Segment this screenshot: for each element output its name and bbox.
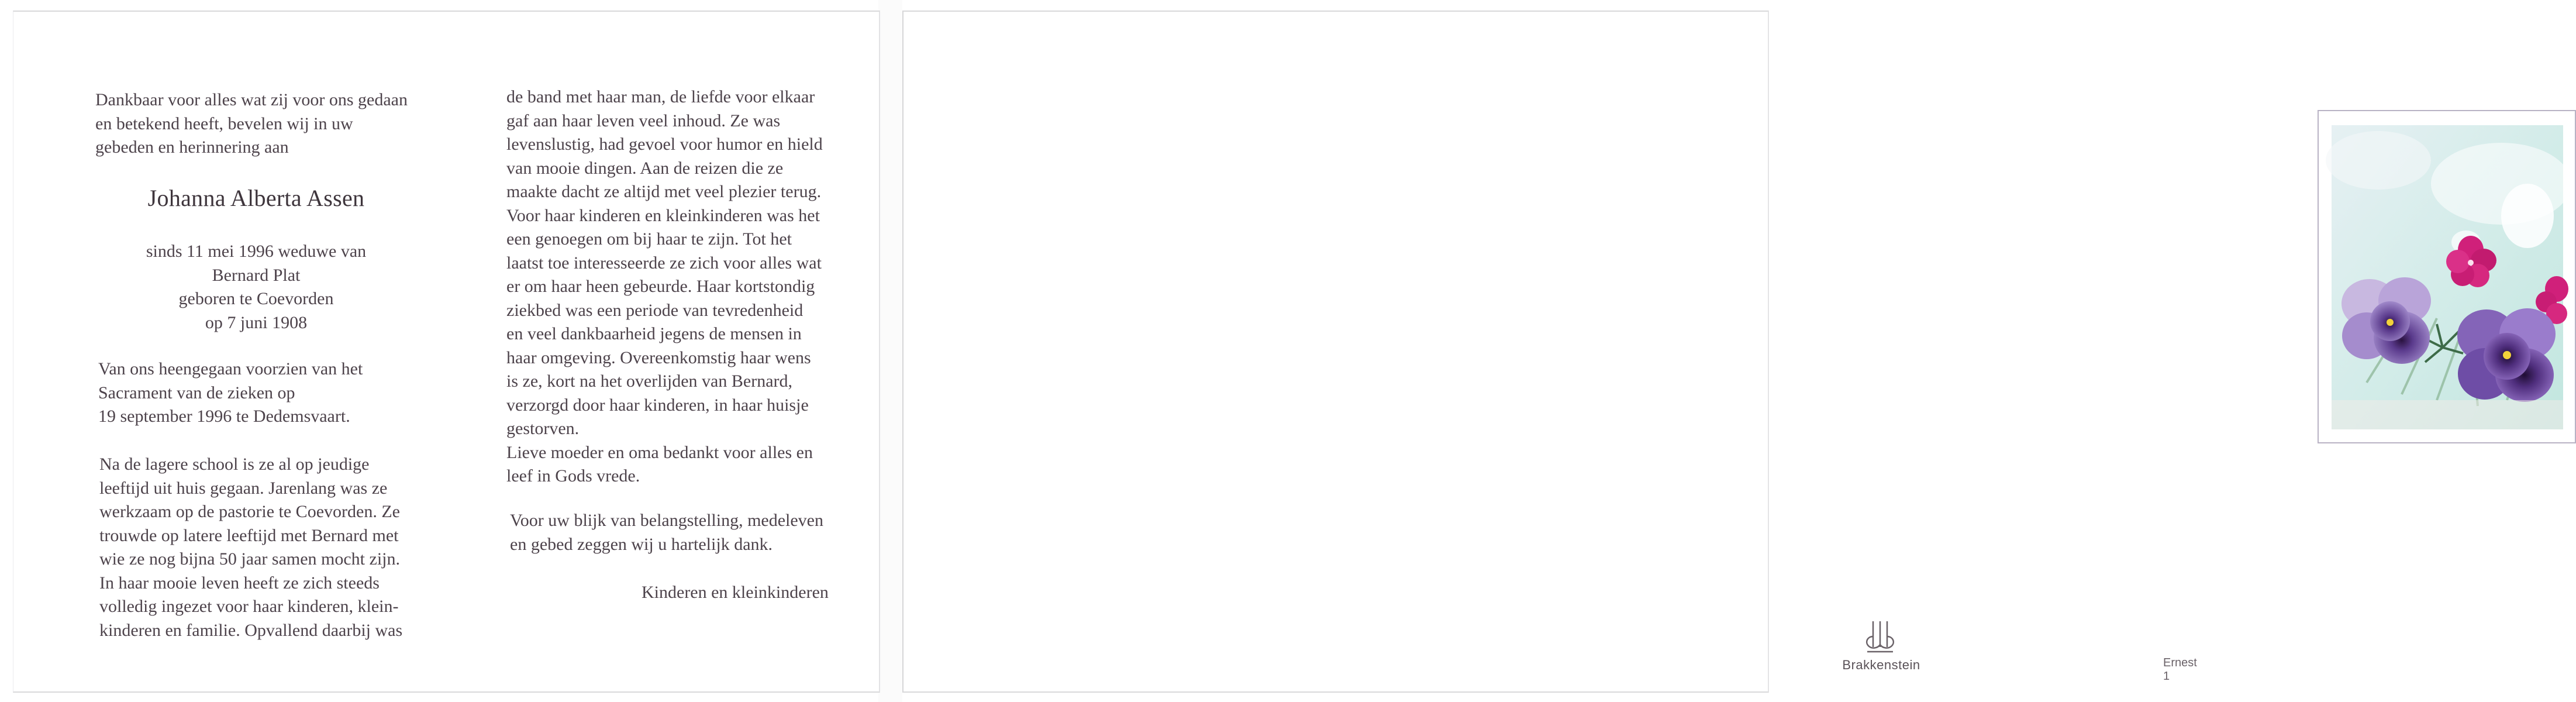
text-line: levenslustig, had gevoel voor humor en hield xyxy=(506,135,823,154)
text-line: gestorven. xyxy=(506,419,580,438)
text-line: gebeden en herinnering aan xyxy=(95,137,289,157)
biography-paragraph-start xyxy=(99,453,402,642)
thanks-paragraph xyxy=(510,509,823,556)
text-line: sinds 11 mei 1996 weduwe van xyxy=(146,242,367,261)
biography-paragraph-continued xyxy=(506,85,823,488)
text-line: 19 september 1996 te Dedemsvaart. xyxy=(98,407,350,426)
text-line: Dankbaar voor alles wat zij voor ons gedaan xyxy=(95,90,408,109)
text-line: maakte dacht ze altijd met veel plezier terug. xyxy=(506,182,822,201)
text-line: Sacrament van de zieken op xyxy=(98,383,295,402)
intro-paragraph xyxy=(95,88,408,160)
text-line: er om haar heen gebeurde. Haar kortstondig xyxy=(506,277,815,296)
death-notice-paragraph xyxy=(98,357,363,429)
text-line: leeftijd uit huis gegaan. Jarenlang was ze xyxy=(99,478,388,498)
text-line: is ze, kort na het overlijden van Bernard, xyxy=(506,371,792,391)
text-line: gaf aan haar leven veel inhoud. Ze was xyxy=(506,111,781,130)
text-line: wie ze nog bijna 50 jaar samen mocht zijn. xyxy=(99,549,400,569)
text-line: verzorgd door haar kinderen, in haar huisje xyxy=(506,395,809,415)
text-line: Lieve moeder en oma bedankt voor alles en xyxy=(506,442,813,462)
text-line: leef in Gods vrede. xyxy=(506,466,640,486)
text-line: kinderen en familie. Opvallend daarbij was xyxy=(99,620,403,640)
text-line: van mooie dingen. Aan de reizen die ze xyxy=(506,158,784,178)
text-line: ziekbed was een periode van tevredenheid xyxy=(506,300,804,320)
pansy-flowers-photo xyxy=(2332,125,2563,429)
text-line: laatst toe interesseerde ze zich voor alles wat xyxy=(506,253,822,273)
text-line: volledig ingezet voor haar kinderen, klein- xyxy=(99,597,399,616)
text-line: en veel dankbaarheid jegens de mensen in xyxy=(506,324,802,343)
text-line: Na de lagere school is ze al op jeudige xyxy=(99,455,370,474)
text-line: Voor haar kinderen en kleinkinderen was het xyxy=(506,205,820,225)
text-line: de band met haar man, de liefde voor elkaar xyxy=(506,87,815,106)
card-back-page xyxy=(902,11,2197,693)
text-line: op 7 juni 1908 xyxy=(205,312,308,332)
text-line: In haar mooie leven heeft ze zich steeds xyxy=(99,573,380,593)
text-line: trouwde op latere leeftijd met Bernard met xyxy=(99,525,399,545)
text-line: geboren te Coevorden xyxy=(178,289,334,308)
text-line: een genoegen om bij haar te zijn. Tot het xyxy=(506,229,792,249)
text-line: Bernard Plat xyxy=(212,265,301,285)
vitals-block xyxy=(95,240,417,335)
text-line: en betekend heeft, bevelen wij in uw xyxy=(95,113,353,133)
photo-frame xyxy=(2318,110,2576,443)
text-line: en gebed zeggen wij u hartelijk dank. xyxy=(510,534,773,554)
card-fold-gutter xyxy=(878,0,902,702)
deceased-name: Johanna Alberta Assen xyxy=(147,185,365,211)
card-code: Ernest 1 xyxy=(2163,656,2197,683)
text-line: Voor uw blijk van belangstelling, medeleven xyxy=(510,511,824,530)
brakkenstein-logo-icon xyxy=(1863,619,1898,655)
publisher-name: Brakkenstein xyxy=(1842,658,1920,672)
card-inside-spread xyxy=(13,11,880,693)
signature-line: Kinderen en kleinkinderen xyxy=(642,583,829,602)
text-line: werkzaam op de pastorie te Coevorden. Ze xyxy=(99,502,400,521)
text-line: Van ons heengegaan voorzien van het xyxy=(98,359,363,378)
text-line: haar omgeving. Overeenkomstig haar wens xyxy=(506,347,811,367)
